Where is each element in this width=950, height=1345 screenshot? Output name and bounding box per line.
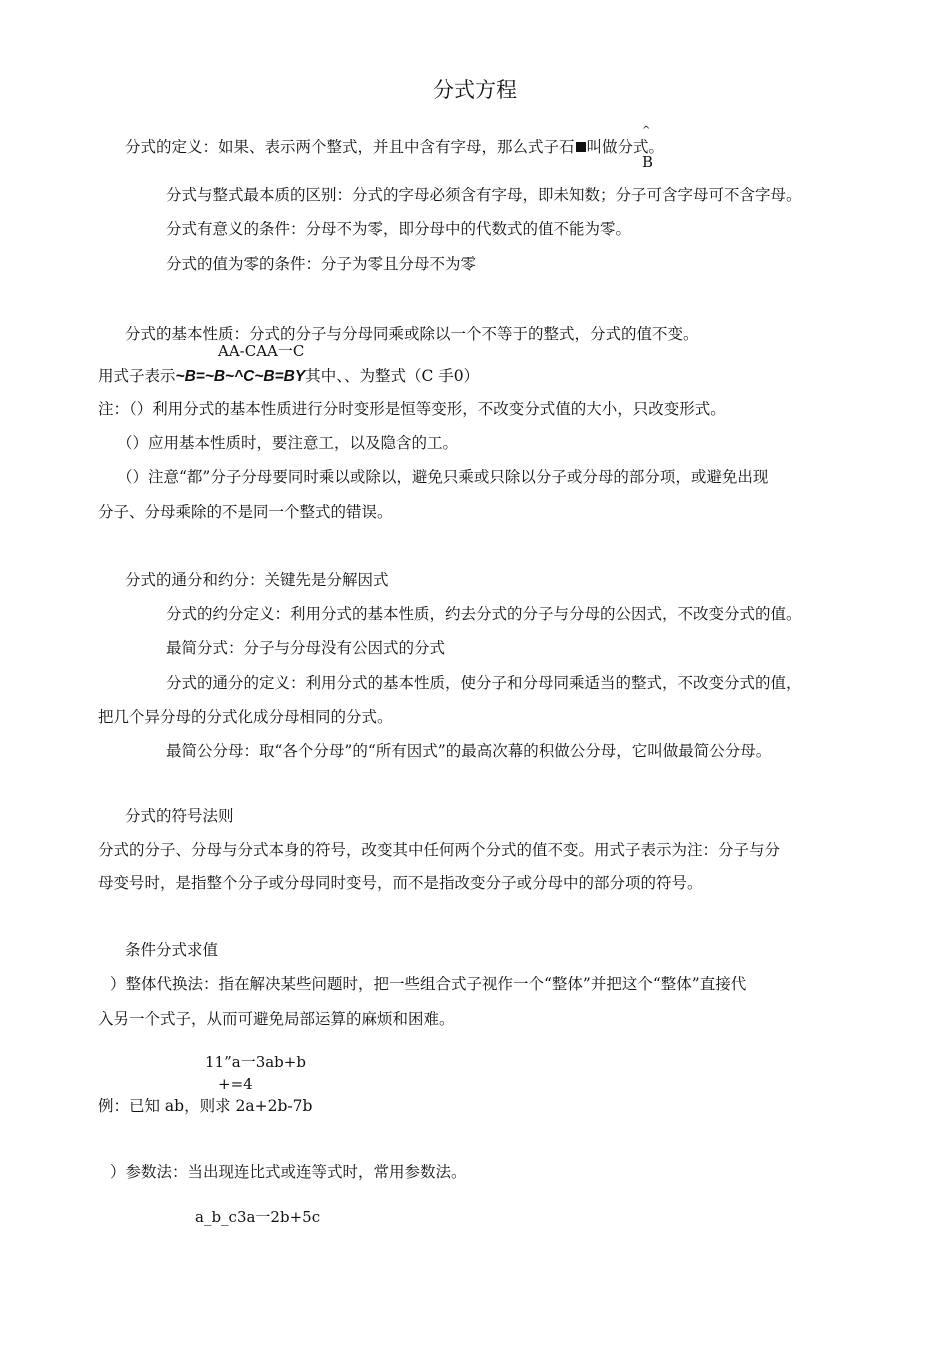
common-denominator-definition: 分式的通分的定义：利用分式的基本性质，使分子和分母同乘适当的整式，不改变分式的值， (166, 674, 802, 692)
section-heading-conditional: 条件分式求值 (125, 941, 219, 959)
example-expression-middle: +=4 (218, 1075, 253, 1093)
example-line: 例：已知 ab，则求 2a+2b-7b (98, 1097, 313, 1115)
note-3-continued: 分子、分母乘除的不是同一个整式的错误。 (98, 503, 393, 521)
note-1: 注：（）利用分式的基本性质进行分时变形是恒等变形，不改变分式值的大小，只改变形式。 (98, 400, 726, 418)
formula-math: ~B=~B~^C~B=BY (175, 368, 306, 385)
simplest-fraction: 最简分式：分子与分母没有公因式的分式 (166, 639, 446, 657)
definition-line (125, 137, 664, 157)
formula-suffix: 其中、、为整式（C 手0） (305, 367, 480, 385)
definition-text: 分式的定义：如果、表示两个整式，并且中含有字母，那么式子石 (125, 138, 575, 156)
reduction-definition: 分式的约分定义：利用分式的基本性质，约去分式的分子与分母的公因式，不改变分式的值。 (166, 605, 802, 623)
method-substitution-continued: 入另一个式子，从而可避免局部运算的麻烦和困难。 (98, 1010, 455, 1028)
formula-line (98, 366, 479, 387)
zero-condition: 分式的值为零的条件：分子为零且分母不为零 (166, 255, 477, 273)
definition-text-end: 叫做分式。 (586, 138, 665, 156)
basic-property: 分式的基本性质：分式的分子与分母同乘或除以一个不等于的整式，分式的值不变。 (125, 325, 699, 343)
formula-prefix: 用式子表示 (98, 367, 176, 385)
sign-rule-paragraph-continued: 母变号时，是指整个分子或分母同时变号，而不是指改变分子或分母中的部分项的符号。 (98, 874, 703, 892)
sign-rule-paragraph: 分式的分子、分母与分式本身的符号，改变其中任何两个分式的值不变。用式子表示为注：分子与分 (98, 841, 781, 859)
difference-paragraph: 分式与整式最本质的区别：分式的字母必须含有字母，即未知数；分子可含字母可不含字母。 (166, 186, 802, 204)
square-mark-icon (576, 142, 586, 152)
note-3: （）注意“都”分子分母要同时乘以或除以，避免只乘或只除以分子或分母的部分项，或避免出现 (117, 468, 769, 486)
meaningful-condition: 分式有意义的条件：分母不为零，即分母中的代数式的值不能为零。 (166, 220, 632, 238)
least-common-denominator: 最简公分母：取“各个分母”的“所有因式”的最高次幕的积做公分母，它叫做最简公分母。 (166, 742, 772, 760)
formula-numerators: AA-CAA一C (218, 342, 305, 360)
example-expression-top: 11”a一3ab+b (205, 1053, 306, 1071)
fraction-caret: ^ (642, 125, 651, 136)
fraction-denominator: B (642, 153, 654, 171)
page-title: 分式方程 (433, 78, 517, 102)
common-denominator-continued: 把几个异分母的分式化成分母相同的分式。 (98, 708, 393, 726)
method-parameter: ）参数法：当出现连比式或连等式时，常用参数法。 (110, 1163, 467, 1181)
section-heading-sign-rule: 分式的符号法则 (125, 807, 234, 825)
parameter-formula: a_b_c3a一2b+5c (195, 1208, 321, 1226)
note-2: （）应用基本性质时，要注意工，以及隐含的工。 (117, 434, 459, 452)
method-substitution: ）整体代换法：指在解决某些问题时，把一些组合式子视作一个“整体”并把这个“整体”直接代 (110, 975, 747, 993)
section-heading-reduction: 分式的通分和约分：关键先是分解因式 (125, 571, 389, 589)
